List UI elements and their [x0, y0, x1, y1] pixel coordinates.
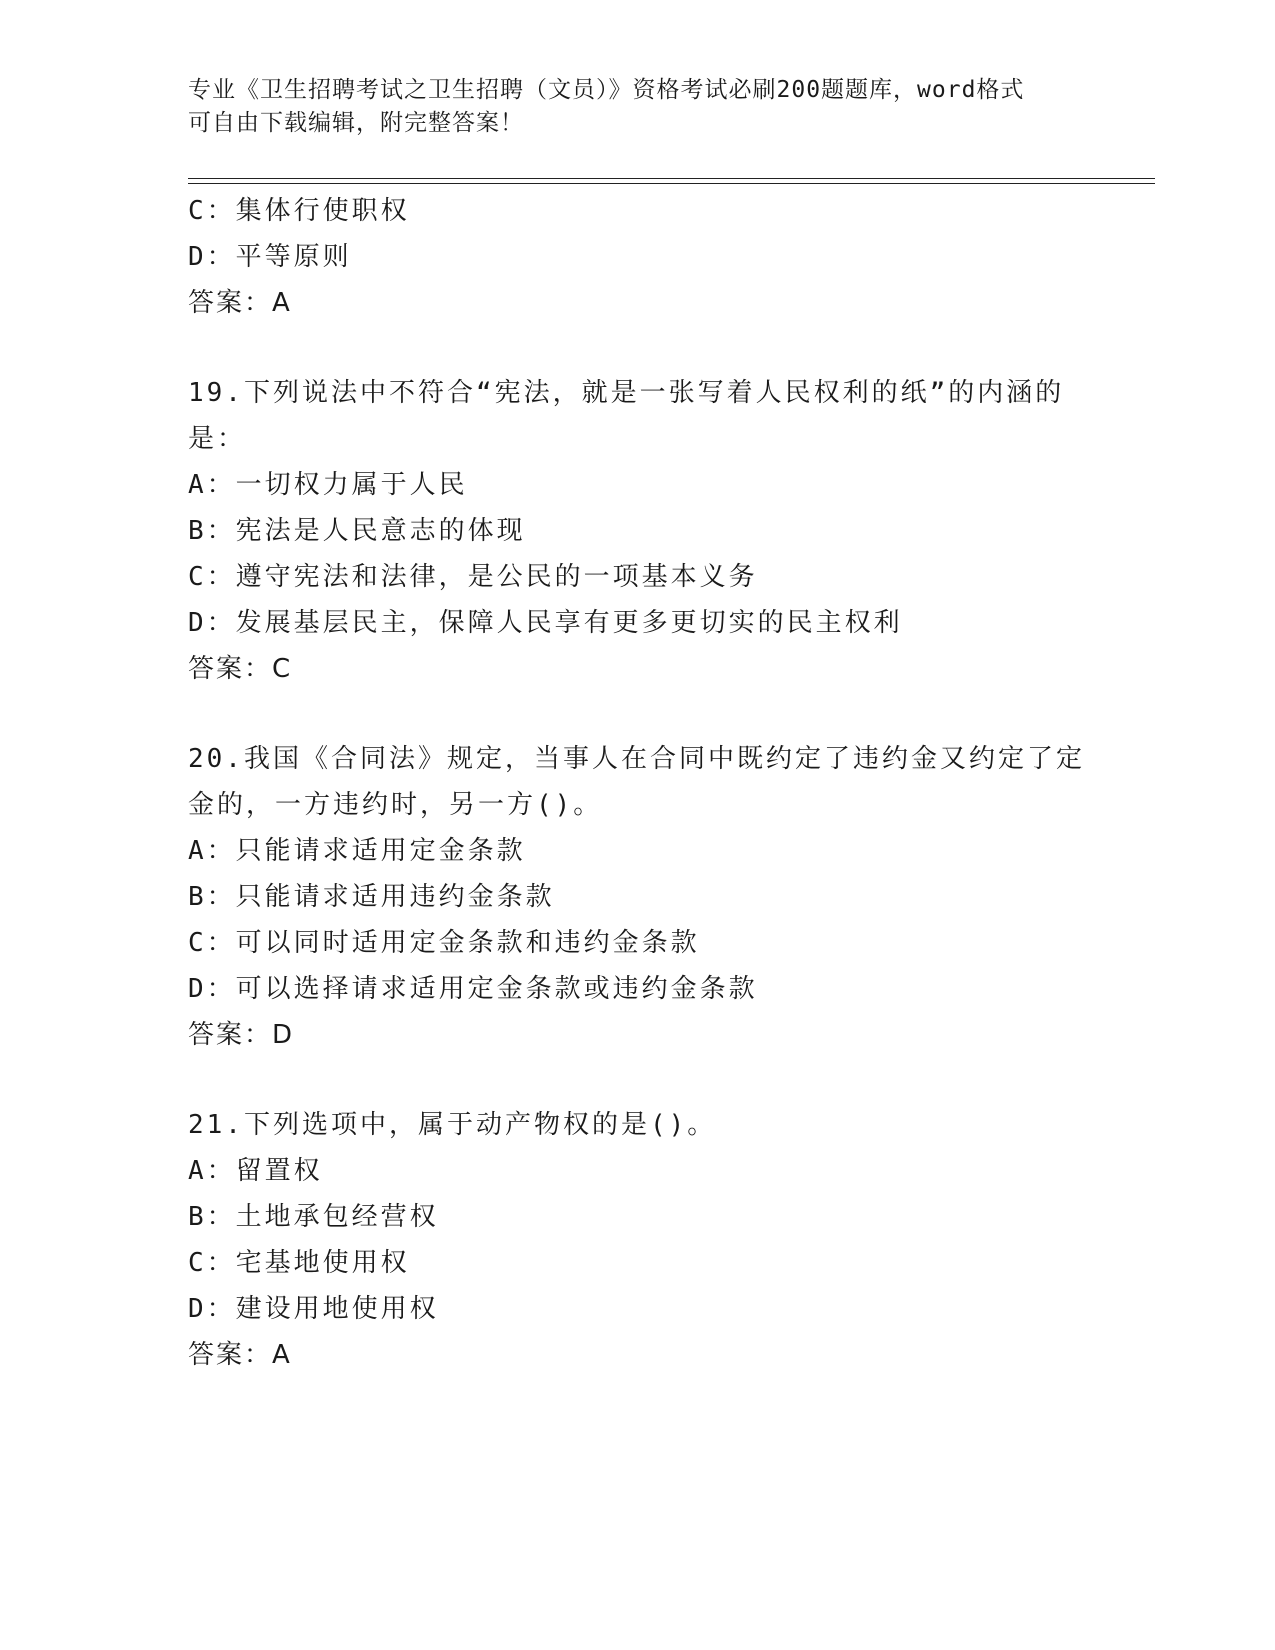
header-title-line-1: 专业《卫生招聘考试之卫生招聘（文员）》资格考试必刷200题题库，word格式 — [188, 77, 1025, 103]
answer-line: 答案：A — [188, 1340, 292, 1370]
question-stem: 19.下列说法中不符合“宪法，就是一张写着人民权利的纸”的内涵的 — [188, 378, 1065, 408]
answer-line: 答案：A — [188, 288, 292, 318]
option-b: B：宪法是人民意志的体现 — [188, 516, 526, 546]
header-title-line-2: 可自由下载编辑，附完整答案！ — [188, 110, 524, 136]
option-c: C：可以同时适用定金条款和违约金条款 — [188, 928, 700, 958]
question-stem: 金的，一方违约时，另一方()。 — [188, 790, 603, 820]
option-c: C：集体行使职权 — [188, 196, 410, 226]
option-a: A：只能请求适用定金条款 — [188, 836, 526, 866]
option-b: B：只能请求适用违约金条款 — [188, 882, 555, 912]
option-d: D：平等原则 — [188, 242, 352, 272]
page-header — [188, 74, 1088, 140]
question-stem: 是： — [188, 424, 247, 454]
question-stem: 20.我国《合同法》规定，当事人在合同中既约定了违约金又约定了定 — [188, 744, 1085, 774]
option-c: C：遵守宪法和法律，是公民的一项基本义务 — [188, 562, 758, 592]
option-d: D：发展基层民主，保障人民享有更多更切实的民主权利 — [188, 608, 903, 638]
option-a: A：留置权 — [188, 1156, 323, 1186]
option-a: A：一切权力属于人民 — [188, 470, 468, 500]
option-b: B：土地承包经营权 — [188, 1202, 439, 1232]
header-divider-top — [188, 178, 1155, 179]
question-18-continued — [188, 188, 1088, 326]
option-d: D：建设用地使用权 — [188, 1294, 439, 1324]
option-c: C：宅基地使用权 — [188, 1248, 410, 1278]
header-divider-bottom — [188, 183, 1155, 184]
question-19 — [188, 370, 1088, 692]
question-stem: 21.下列选项中，属于动产物权的是()。 — [188, 1110, 717, 1140]
answer-line: 答案：D — [188, 1020, 295, 1050]
option-d: D：可以选择请求适用定金条款或违约金条款 — [188, 974, 758, 1004]
answer-line: 答案：C — [188, 654, 293, 684]
question-content — [188, 188, 1088, 1378]
question-21 — [188, 1102, 1088, 1378]
question-20 — [188, 736, 1088, 1058]
